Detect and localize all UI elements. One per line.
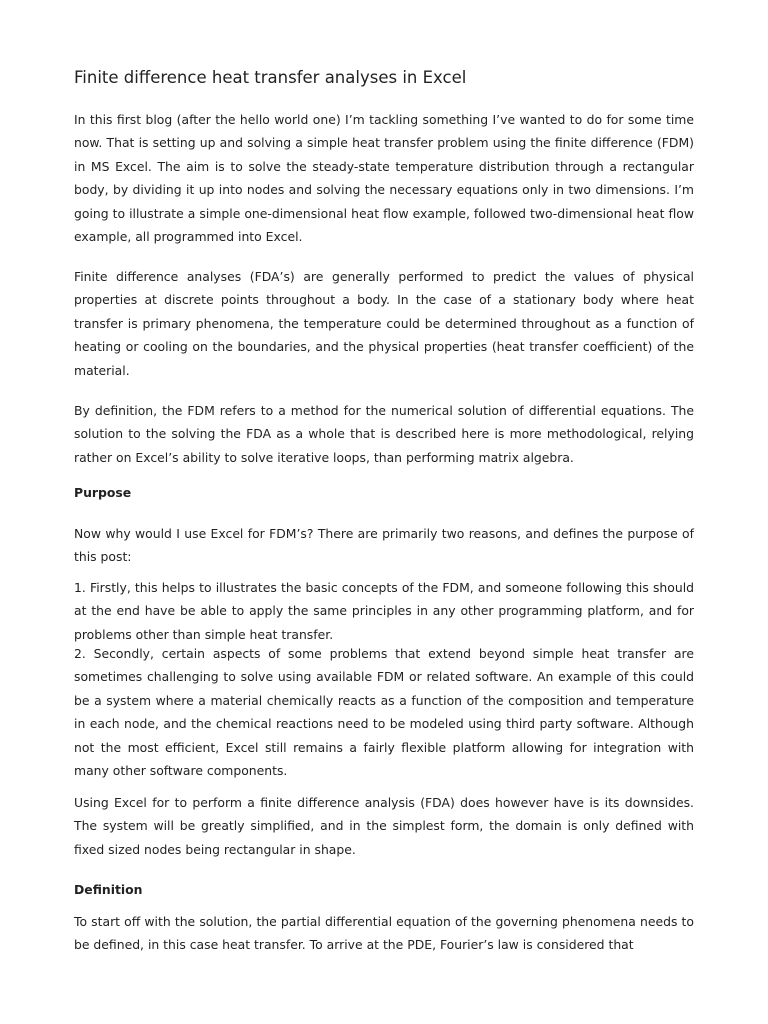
- list-item-reason-1: 1. Firstly, this helps to illustrates the basic concepts of the FDM, and someone following this should at the end have be able to apply the same principles in any other programming platform, and for problems other than simple heat transfer.: [74, 580, 694, 642]
- paragraph-definition: To start off with the solution, the partial differential equation of the governing phenomena needs to be defined, in this case heat transfer. To arrive at the PDE, Fourier’s law is considered that: [74, 914, 694, 953]
- paragraph-fda-definition: Finite difference analyses (FDA’s) are generally performed to predict the values of physical properties at discrete points throughout a body. In the case of a stationary body where heat transfer is primary phenomena, the temperature could be determined throughout as a function of heating or cooling on the boundaries, and the physical properties (heat transfer coefficient) of the material.: [74, 269, 694, 378]
- list-item-reason-2: 2. Secondly, certain aspects of some problems that extend beyond simple heat transfer are sometimes challenging to solve using available FDM or related software. An example of this could be a system where a material chemically reacts as a function of the composition and temperature in each node, and the chemical reactions need to be modeled using third party software. Although not the most efficient, Excel still remains a fairly flexible platform allowing for integration with many other software components.: [74, 646, 694, 779]
- section-heading-purpose: Purpose: [74, 485, 132, 500]
- paragraph-downsides: Using Excel for to perform a finite difference analysis (FDA) does however have is its downsides. The system will be greatly simplified, and in the simplest form, the domain is only defined with fixed sized nodes being rectangular in shape.: [74, 795, 694, 857]
- paragraph-purpose-intro: Now why would I use Excel for FDM’s? There are primarily two reasons, and defines the purpose of this post:: [74, 526, 694, 565]
- page-title: Finite difference heat transfer analyses in Excel: [74, 68, 467, 87]
- paragraph-fdm-method: By definition, the FDM refers to a method for the numerical solution of differential equations. The solution to the solving the FDA as a whole that is described here is more methodological, relying rather on Excel’s ability to solve iterative loops, than performing matrix algebra.: [74, 403, 694, 465]
- paragraph-intro: In this first blog (after the hello world one) I’m tackling something I’ve wanted to do for some time now. That is setting up and solving a simple heat transfer problem using the finite difference (FDM) in MS Excel. The aim is to solve the steady-state temperature distribution through a rectangular body, by dividing it up into nodes and solving the necessary equations only in two dimensions. I’m going to illustrate a simple one-dimensional heat flow example, followed two-dimensional heat flow example, all programmed into Excel.: [74, 112, 694, 245]
- section-heading-definition: Definition: [74, 882, 143, 897]
